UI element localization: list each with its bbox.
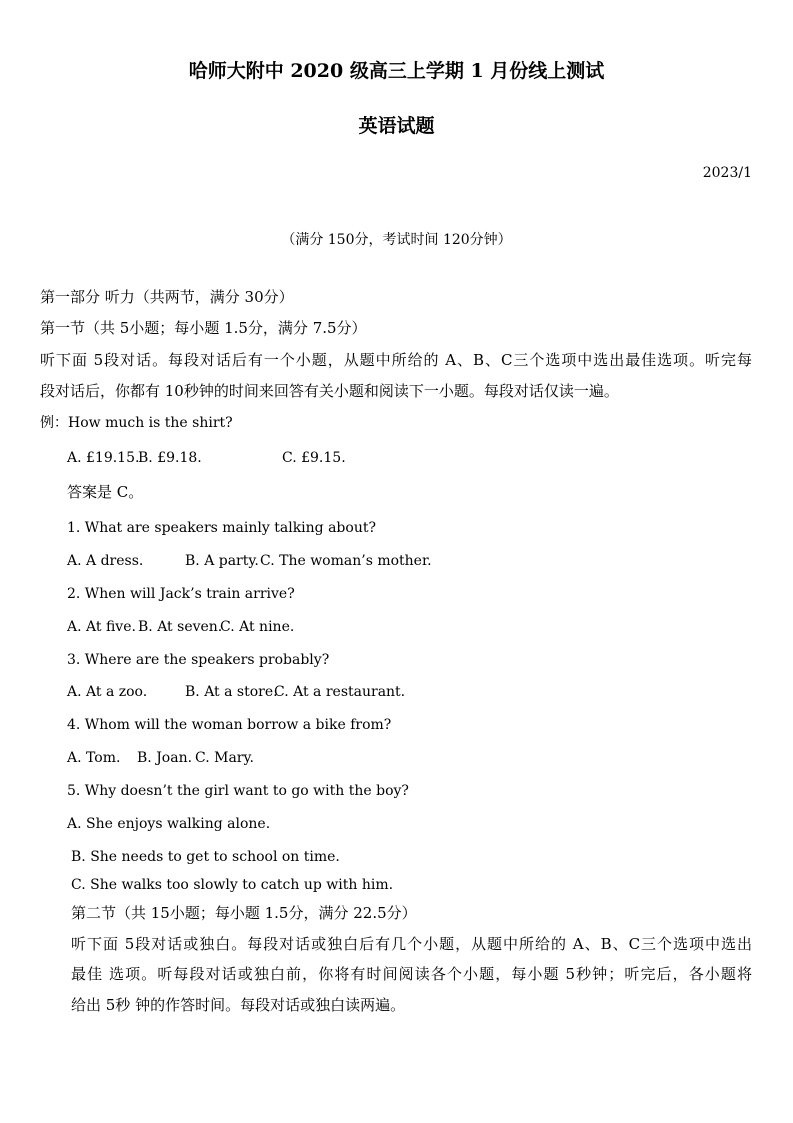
question-3-option-c: C. At a restaurant.	[274, 684, 406, 700]
question-3-option-b: B. At a store.	[185, 684, 278, 700]
example-option-b: B. £9.18.	[138, 450, 202, 466]
section2-instruction-line3: 给出 5秒 钟的作答时间。每段对话或独白读两遍。	[71, 996, 406, 1014]
question-5-option-c: C. She walks too slowly to catch up with him.	[71, 877, 394, 893]
example-option-a: A. £19.15.	[67, 450, 140, 466]
question-4-option-b: B. Joan.	[137, 750, 193, 766]
exam-title: 哈师大附中 2020 级高三上学期 1 月份线上测试	[188, 60, 605, 82]
section2-instruction-line1: 听下面 5段对话或独白。每段对话或独白后有几个小题，从题中所给的 A、B、C三个选项中选出	[71, 935, 752, 953]
question-1-option-c: C. The woman’s mother.	[260, 553, 432, 569]
example-option-c: C. £9.15.	[282, 450, 346, 466]
section1-heading: 第一节（共 5小题；每小题 1.5分，满分 7.5分）	[40, 319, 367, 337]
score-time-note: （满分 150分，考试时间 120分钟）	[281, 232, 512, 248]
question-2-option-c: C. At nine.	[220, 619, 295, 635]
section1-instruction-line1: 听下面 5段对话。每段对话后有一个小题，从题中所给的 A、B、C三个选项中选出最佳选项。听完每	[40, 351, 752, 369]
question-5-option-a: A. She enjoys walking alone.	[67, 816, 271, 832]
question-2-option-a: A. At five.	[67, 619, 136, 635]
question-3-stem: 3. Where are the speakers probably?	[67, 652, 330, 668]
question-4-stem: 4. Whom will the woman borrow a bike from?	[67, 717, 392, 733]
example-question: 例：How much is the shirt?	[40, 415, 233, 431]
question-2-option-b: B. At seven.	[138, 619, 223, 635]
example-answer: 答案是 C。	[67, 483, 144, 501]
question-1-option-a: A. A dress.	[67, 553, 144, 569]
question-1-option-b: B. A party.	[185, 553, 259, 569]
question-4-option-c: C. Mary.	[195, 750, 254, 766]
exam-date: 2023/1	[702, 165, 752, 181]
question-2-stem: 2. When will Jack’s train arrive?	[67, 586, 295, 602]
section2-instruction-line2: 最佳 选项。听每段对话或独白前，你将有时间阅读各个小题，每小题 5秒钟；听完后，各小题将	[71, 965, 752, 983]
question-3-option-a: A. At a zoo.	[67, 684, 148, 700]
section1-instruction-line2: 段对话后，你都有 10秒钟的时间来回答有关小题和阅读下一小题。每段对话仅读一遍。	[40, 382, 619, 400]
question-5-stem: 5. Why doesn’t the girl want to go with the boy?	[67, 783, 409, 799]
exam-subtitle: 英语试题	[358, 115, 435, 137]
question-5-option-b: B. She needs to get to school on time.	[71, 849, 340, 865]
question-4-option-a: A. Tom.	[67, 750, 121, 766]
question-1-stem: 1. What are speakers mainly talking about?	[67, 520, 376, 536]
section2-heading: 第二节（共 15小题；每小题 1.5分，满分 22.5分）	[71, 904, 417, 922]
part1-heading: 第一部分 听力（共两节，满分 30分）	[40, 288, 294, 306]
